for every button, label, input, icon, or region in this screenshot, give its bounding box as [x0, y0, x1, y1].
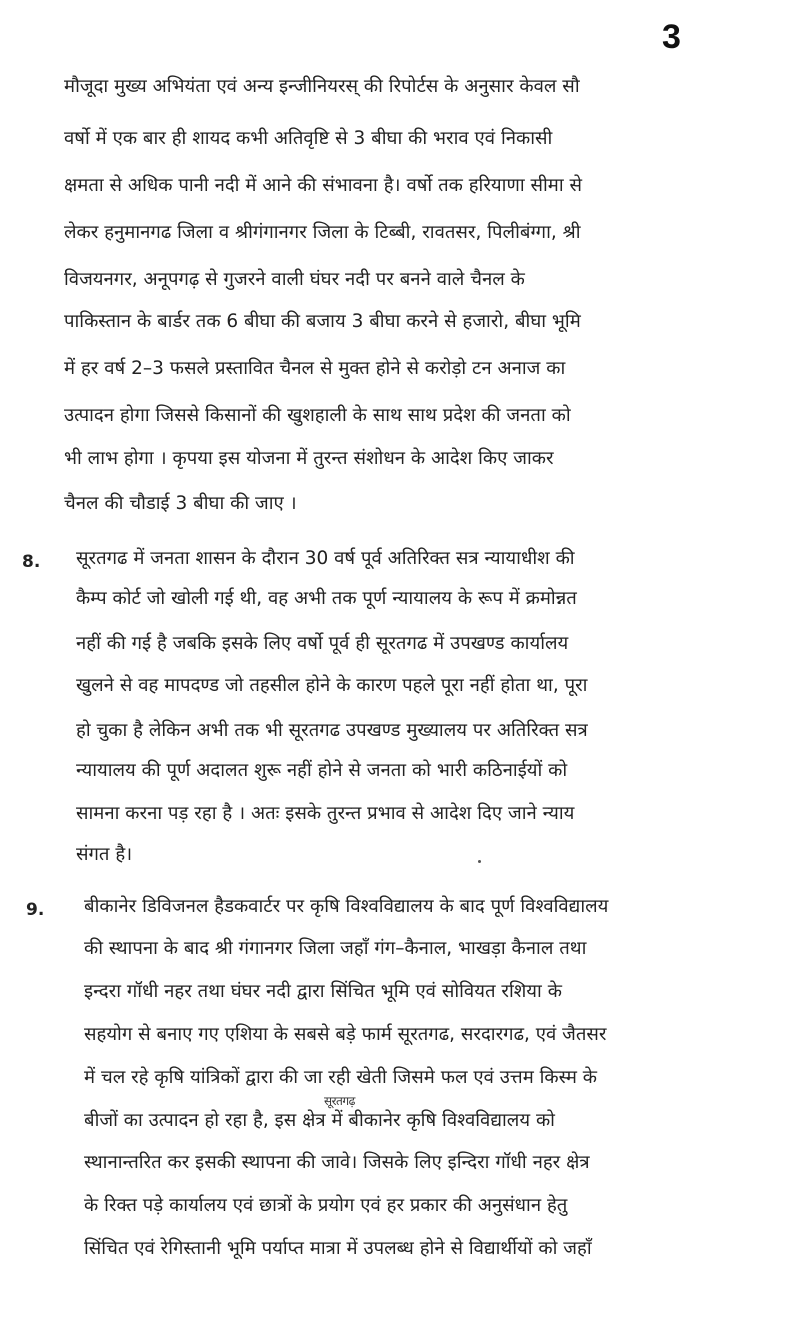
text-line: विजयनगर, अनूपगढ़ से गुजरने वाली घंघर नदी पर बनने वाले चैनल के — [64, 269, 525, 290]
text-line: खुलने से वह मापदण्ड जो तहसील होने के कारण पहले पूरा नहीं होता था, पूरा — [76, 675, 588, 696]
text-line: की स्थापना के बाद श्री गंगानगर जिला जहाँ गंग–कैनाल, भाखड़ा कैनाल तथा — [84, 938, 587, 959]
text-line: कैम्प कोर्ट जो खोली गई थी, वह अभी तक पूर्ण न्यायालय के रूप में क्रमोन्नत — [76, 588, 577, 609]
text-line: सिंचित एवं रेगिस्तानी भूमि पर्याप्त मात्रा में उपलब्ध होने से विद्यार्थीयों को जहाँ — [84, 1238, 592, 1259]
text-line: में हर वर्ष 2–3 फसले प्रस्तावित चैनल से मुक्त होने से करोड़ो टन अनाज का — [64, 358, 566, 379]
text-line: मौजूदा मुख्य अभियंता एवं अन्य इन्जीनियरस् की रिपोर्टस के अनुसार केवल सौ — [64, 76, 580, 97]
text-line: चैनल की चौडाई 3 बीघा की जाए । — [64, 493, 297, 514]
text-line: के रिक्त पड़े कार्यालय एवं छात्रों के प्रयोग एवं हर प्रकार की अनुसंधान हेतु — [84, 1195, 568, 1216]
item-number: 9. — [26, 900, 45, 920]
handwritten-annotation: सूरतगढ़ — [324, 1094, 355, 1108]
text-line: स्थानान्तरित कर इसकी स्थापना की जावे। जिसके लिए इन्दिरा गॉधी नहर क्षेत्र — [84, 1152, 590, 1173]
text-line: उत्पादन होगा जिससे किसानों की खुशहाली के साथ साथ प्रदेश की जनता को — [64, 405, 571, 426]
stray-mark — [478, 860, 481, 863]
text-line: सहयोग से बनाए गए एशिया के सबसे बड़े फार्म सूरतगढ, सरदारगढ, एवं जैतसर — [84, 1024, 607, 1045]
page-number: 3 — [662, 18, 681, 56]
text-line: भी लाभ होगा । कृपया इस योजना में तुरन्त संशोधन के आदेश किए जाकर — [64, 448, 554, 469]
text-line: लेकर हनुमानगढ जिला व श्रीगंगानगर जिला के टिब्बी, रावतसर, पिलीबंग्गा, श्री — [64, 222, 581, 243]
text-line: बीजों का उत्पादन हो रहा है, इस क्षेत्र में बीकानेर कृषि विश्वविद्यालय को — [84, 1110, 555, 1131]
text-line: वर्षो में एक बार ही शायद कभी अतिवृष्टि से 3 बीघा की भराव एवं निकासी — [64, 128, 553, 149]
text-line: पाकिस्तान के बार्डर तक 6 बीघा की बजाय 3 बीघा करने से हजारो, बीघा भूमि — [64, 311, 581, 332]
text-line: न्यायालय की पूर्ण अदालत शुरू नहीं होने से जनता को भारी कठिनाईयों को — [76, 760, 568, 781]
text-line: सामना करना पड़ रहा है । अतः इसके तुरन्त प्रभाव से आदेश दिए जाने न्याय — [76, 803, 575, 824]
text-line: सूरतगढ में जनता शासन के दौरान 30 वर्ष पूर्व अतिरिक्त सत्र न्यायाधीश की — [76, 548, 575, 569]
text-line: नहीं की गई है जबकि इसके लिए वर्षो पूर्व ही सूरतगढ में उपखण्ड कार्यालय — [76, 633, 569, 654]
text-line: हो चुका है लेकिन अभी तक भी सूरतगढ उपखण्ड मुख्यालय पर अतिरिक्त सत्र — [76, 720, 588, 741]
text-line: क्षमता से अधिक पानी नदी में आने की संभावना है। वर्षो तक हरियाणा सीमा से — [64, 175, 583, 196]
text-line: बीकानेर डिविजनल हैडकवार्टर पर कृषि विश्वविद्यालय के बाद पूर्ण विश्वविद्यालय — [84, 896, 609, 917]
text-line: संगत है। — [76, 844, 133, 865]
text-line: में चल रहे कृषि यांत्रिकों द्वारा की जा रही खेती जिसमे फल एवं उत्तम किस्म के — [84, 1067, 597, 1088]
text-line: इन्दरा गॉधी नहर तथा घंघर नदी द्वारा सिंचित भूमि एवं सोवियत रशिया के — [84, 981, 562, 1002]
item-number: 8. — [22, 552, 41, 572]
